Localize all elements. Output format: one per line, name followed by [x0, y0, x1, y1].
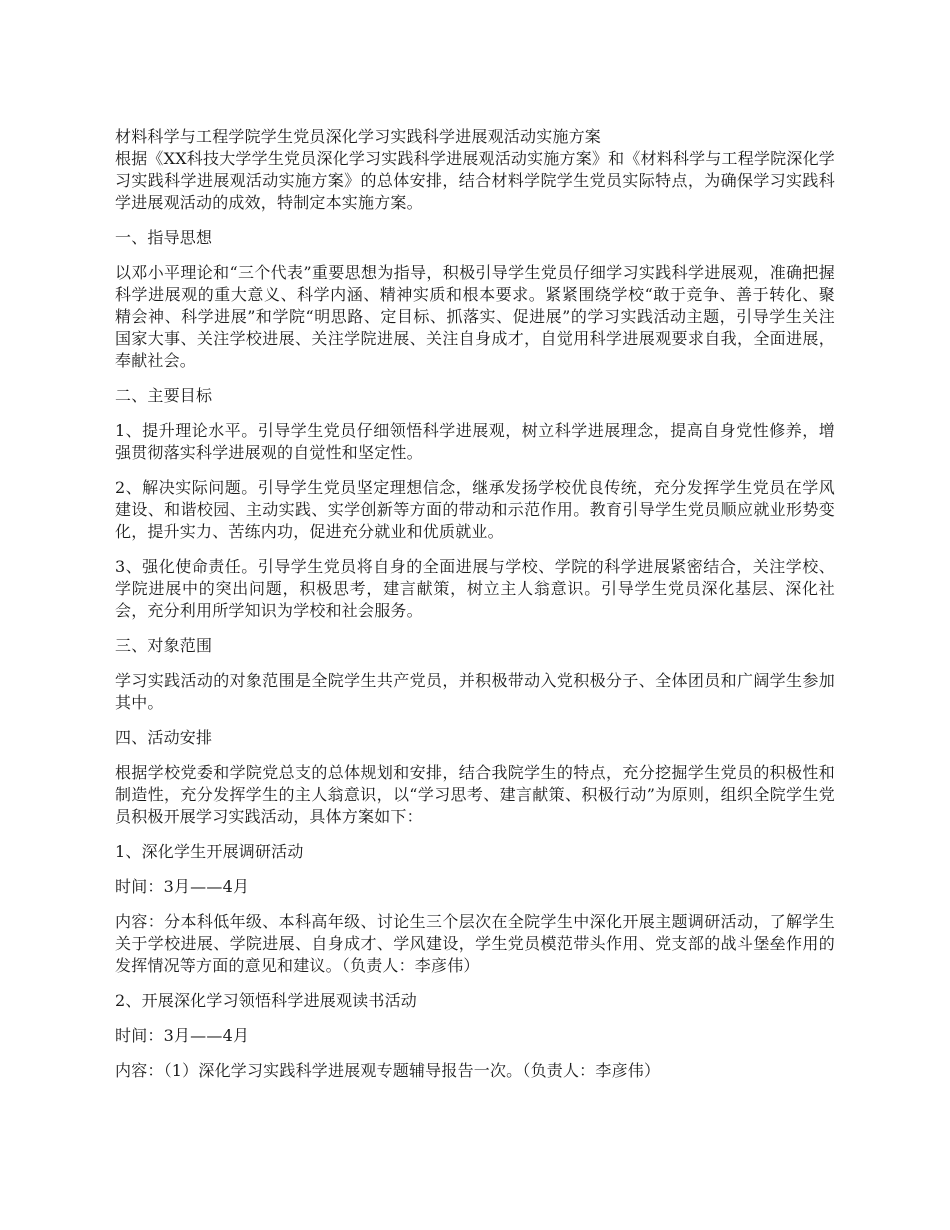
goal-item-1: 1、提升理论水平。引导学生党员仔细领悟科学进展观，树立科学进展理念，提高自身党性修养，增强贯彻落实科学进展观的自觉性和坚定性。 [115, 421, 835, 462]
activity-2-heading: 2、开展深化学习领悟科学进展观读书活动 [115, 991, 417, 1010]
goal-item-3: 3、强化使命责任。引导学生党员将自身的全面进展与学校、学院的科学进展紧密结合，关注学校、学院进展中的突出问题，积极思考，建言献策，树立主人翁意识。引导学生党员深化基层、深化社会，充分利用所学知识为学校和社会服务。 [115, 557, 835, 620]
section-heading-guiding-ideology: 一、指导思想 [115, 228, 213, 247]
activity-2-time: 时间：3月——4月 [115, 1026, 250, 1045]
section-heading-main-goals: 二、主要目标 [115, 386, 213, 405]
document-title: 材料科学与工程学院学生党员深化学习实践科学进展观活动实施方案 [115, 127, 602, 146]
section-heading-activity-arrangement: 四、活动安排 [115, 728, 213, 747]
activity-1-heading: 1、深化学生开展调研活动 [115, 842, 304, 861]
intro-paragraph: 根据《XX科技大学学生党员深化学习实践科学进展观活动实施方案》和《材料科学与工程学院深化学习实践科学进展观活动实施方案》的总体安排，结合材料学院学生党员实际特点，为确保学习实践科学进展观活动的成效，特制定本实施方案。 [115, 149, 835, 212]
activity-1-time: 时间：3月——4月 [115, 877, 250, 896]
document-page [115, 126, 835, 1095]
guiding-ideology-paragraph: 以邓小平理论和“三个代表”重要思想为指导，积极引导学生党员仔细学习实践科学进展观，准确把握科学进展观的重大意义、科学内涵、精神实质和根本要求。紧紧围绕学校“敢于竞争、善于转化、聚精会神、科学进展”和学院“明思路、定目标、抓落实、促进展”的学习实践活动主题，引导学生关注国家大事、关注学校进展、关注学院进展、关注自身成才，自觉用科学进展观要求自我，全面进展，奉献社会。 [115, 263, 835, 370]
section-heading-target-scope: 三、对象范围 [115, 636, 213, 655]
activity-arrangement-paragraph: 根据学校党委和学院党总支的总体规划和安排，结合我院学生的特点，充分挖掘学生党员的积极性和制造性，充分发挥学生的主人翁意识，以“学习思考、建言献策、积极行动”为原则，组织全院学生党员积极开展学习实践活动，具体方案如下： [115, 763, 835, 826]
goal-item-2: 2、解决实际问题。引导学生党员坚定理想信念，继承发扬学校优良传统，充分发挥学生党员在学风建设、和谐校园、主动实践、实学创新等方面的带动和示范作用。教育引导学生党员顺应就业形势变化，提升实力、苦练内功，促进充分就业和优质就业。 [115, 478, 835, 541]
target-scope-paragraph: 学习实践活动的对象范围是全院学生共产党员，并积极带动入党积极分子、全体团员和广阔学生参加其中。 [115, 671, 835, 712]
activity-2-content: 内容：（1）深化学习实践科学进展观专题辅导报告一次。（负责人：李彦伟） [115, 1061, 661, 1080]
activity-1-content: 内容：分本科低年级、本科高年级、讨论生三个层次在全院学生中深化开展主题调研活动，了解学生关于学校进展、学院进展、自身成才、学风建设，学生党员模范带头作用、党支部的战斗堡垒作用的发挥情况等方面的意见和建议。（负责人：李彦伟） [115, 912, 835, 975]
